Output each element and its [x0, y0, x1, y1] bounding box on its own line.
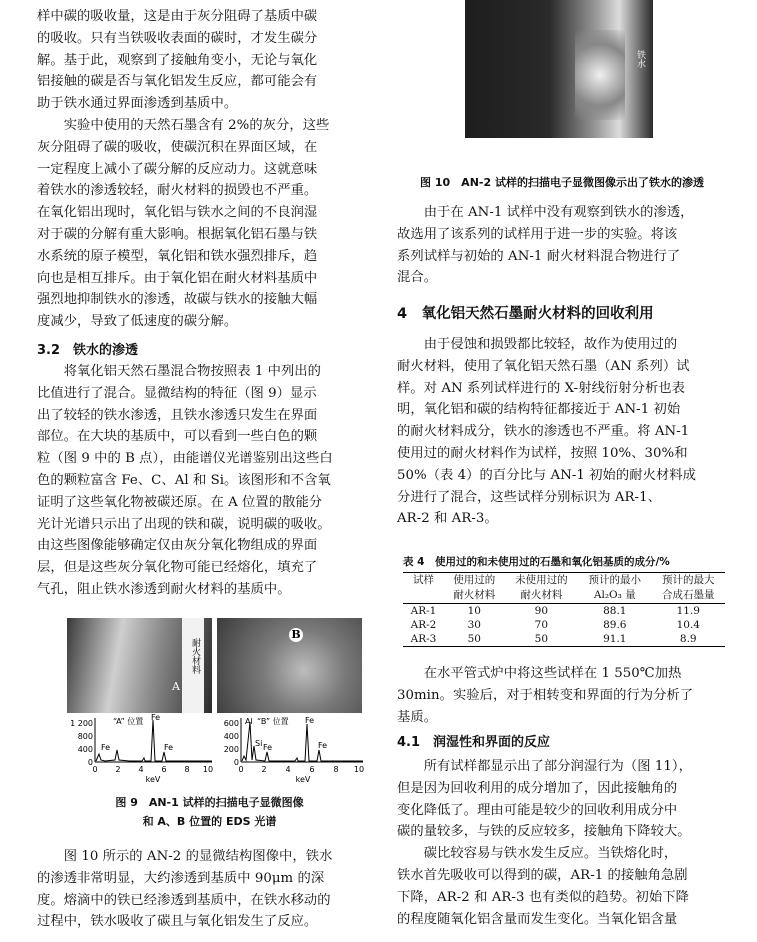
spec-b-peak-al: Al [245, 717, 253, 726]
table-row [403, 618, 725, 632]
text-line: 实验中使用的天然石墨含有 2%的灰分，这些 [37, 117, 330, 133]
table-row [403, 604, 725, 619]
table-4-header-cell: Al₂O₃ 量 [578, 588, 651, 604]
paragraph-an1-selection [397, 202, 727, 289]
text-line: 光计光谱只示出了出现的铁和碳，说明碳的吸收。 [37, 516, 331, 532]
fig9-spectrum-a [67, 714, 215, 786]
text-line: 度。熔滴中的铁已经渗透到基质中，在铁水移动的 [37, 892, 331, 908]
spec-b-xtick-4: 4 [285, 765, 291, 774]
table-4-cell: 89.6 [603, 619, 627, 631]
table-4-title: 表 4 使用过的和未使用过的石墨和氧化铝基质的成分/% [403, 556, 670, 568]
spec-b-ytick-200: 200 [223, 745, 239, 754]
text-line: 比值进行了混合。显微结构的特征（图 9）显示 [37, 385, 317, 401]
spec-a-xtick-0: 0 [92, 765, 98, 774]
text-line: 但是因为回收利用的成分增加了，因此接触角的 [397, 780, 678, 796]
text-line: 对于碳的分解有重大影响。根据氧化铝石墨与铁 [37, 226, 318, 242]
text-line: 铁水首先吸收可以得到的碳，AR-1 的接触角急剧 [397, 867, 688, 883]
text-line: 由于在 AN-1 试样中没有观察到铁水的渗透， [397, 205, 694, 220]
fig9-label-b: B [289, 628, 303, 642]
text-line: 耐火材料，使用了氧化铝天然石墨（AN 系列）试 [397, 358, 690, 374]
fig9-spectrum-b [217, 714, 367, 786]
text-line: 铝接触的碳是否与氧化铝发生反应，都可能会有 [37, 74, 318, 90]
spec-a-peak-fe-1: Fe [151, 714, 161, 722]
text-line: 下降，AR-2 和 AR-3 也有类似的趋势。初始下降 [397, 889, 689, 905]
text-line: 所有试样都显示出了部分润湿行为（图 11）， [397, 759, 692, 774]
text-line: 灰分阻碍了碳的吸收，使碳沉积在界面区域，在 [37, 139, 318, 155]
fig9-side-label: 耐火材料 [190, 638, 200, 674]
text-line: 的耐火材料成分，铁水的渗透也不严重。将 AN-1 [397, 424, 690, 440]
text-line: 的吸收。只有当铁吸收表面的碳时，才发生碳分 [37, 30, 318, 46]
table-4 [403, 554, 727, 647]
spec-a-ytick-400: 400 [77, 745, 93, 754]
text-line: 粒（图 9 中的 B 点），由能谱仪光谱鉴别出这些白 [37, 451, 333, 467]
section-4-1-heading: 4.1 润湿性和界面的反应 [397, 735, 551, 750]
table-4-header-cell [403, 588, 444, 604]
table-4-cell: 90 [534, 605, 549, 617]
table-4-header-cell: 使用过的 [453, 574, 496, 586]
text-line: 强烈地抑制铁水的渗透，故碳与铁水的接触大幅 [37, 292, 318, 308]
spec-a-peak-fe-2: Fe [164, 743, 174, 752]
text-line: 样中碳的吸收量，这是由于灰分阻碍了基质中碳 [37, 9, 318, 24]
fig9-caption-line-1: 图 9 AN-1 试样的扫描电子显微图像 [115, 796, 304, 809]
table-4-header-cell: 耐火材料 [505, 588, 578, 604]
text-line: 过程中，铁水吸收了碳且与氧化铝发生了反应。 [37, 914, 318, 930]
spec-a-peak-fe-low: Fe [101, 743, 111, 752]
text-line: 碳比较容易与铁水发生反应。当铁熔化时， [397, 846, 678, 862]
text-line: 系列试样与初始的 AN-1 耐火材料混合物进行了 [397, 248, 681, 264]
spec-b-peak-si: Si [255, 739, 263, 748]
table-4-cell: AR-2 [410, 619, 437, 631]
spec-b-xtick-0: 0 [238, 765, 244, 774]
spec-b-xlabel: keV [295, 775, 311, 784]
fig9-sem-image-b [217, 618, 362, 713]
table-4-cell: 30 [467, 619, 481, 631]
text-line: AR-2 和 AR-3。 [397, 511, 498, 527]
fig10-caption: 图 10 AN-2 试样的扫描电子显微图像示出了铁水的渗透 [420, 176, 704, 189]
table-4-cell: 8.9 [679, 633, 697, 645]
text-line: 将氧化铝天然石墨混合物按照表 1 中列出的 [37, 364, 321, 379]
table-4-cell: AR-3 [410, 633, 437, 645]
table-4-cell: 10 [467, 605, 481, 617]
text-line: 碳的量较多，与铁的反应较多，接触角下降较大。 [397, 824, 691, 840]
text-line: 的程度随氧化铝含量而发生变化。当氧化铝含量 [397, 911, 678, 927]
spec-a-trace [96, 720, 212, 761]
text-line: 变化降低了。理由可能是较少的回收利用成分中 [397, 802, 678, 818]
spec-a-xtick-8: 8 [184, 765, 190, 774]
text-line: 证明了这些氧化物被碳还原。在 A 位置的散能分 [37, 494, 323, 510]
section-3-2-heading: 3.2 铁水的渗透 [37, 343, 139, 358]
text-line: 基质。 [397, 709, 438, 725]
table-4-cell: 70 [534, 619, 549, 631]
spec-b-xtick-2: 2 [261, 765, 267, 774]
paragraph-iron-penetration [37, 361, 382, 601]
table-4-cell: 50 [467, 633, 481, 645]
spec-a-xtick-10: 10 [202, 765, 214, 774]
spec-a-ytick-0: 0 [87, 758, 93, 767]
text-line: 由这些图像能够确定仅由灰分氧化物组成的界面 [37, 538, 318, 554]
spec-b-xtick-8: 8 [333, 765, 339, 774]
fig10-penetration-zone [575, 30, 625, 120]
text-line: 混合。 [397, 270, 438, 286]
text-line: 一定程度上减小了碳分解的反应动力。这就意味 [37, 161, 318, 177]
spec-a-xtick-4: 4 [138, 765, 144, 774]
fig9-caption-line-2: 和 A、B 位置的 EDS 光谱 [142, 815, 277, 828]
text-line: 使用过的耐火材料作为试样，按照 10%、30%和 [397, 445, 688, 461]
table-4-header-cell: 耐火材料 [444, 588, 505, 604]
paragraph-furnace-heating [397, 663, 727, 728]
spec-b-ytick-0: 0 [233, 758, 239, 767]
text-line: 在氧化铝出现时，氧化铝与铁水之间的不良润湿 [37, 205, 318, 221]
spec-a-xtick-2: 2 [115, 765, 121, 774]
table-4-header-cell: 预计的最大 [662, 574, 715, 586]
table-4-header-cell: 预计的最小 [588, 574, 642, 586]
spec-a-xtick-6: 6 [161, 765, 167, 774]
spec-b-peak-fe-low: Fe [263, 743, 273, 752]
text-line: 层，但是这些灰分氧化物可能已经熔化，填充了 [37, 560, 318, 576]
paragraph-wetting-behaviour [397, 756, 727, 930]
spec-a-ytick-800: 800 [77, 732, 93, 741]
spec-b-ytick-600: 600 [223, 719, 239, 728]
fig9-label-a: A [172, 680, 180, 693]
text-line: 色的颗粒富含 Fe、C、Al 和 Si。该图形和不含氧 [37, 472, 331, 488]
text-line: 出了较轻的铁水渗透，且铁水渗透只发生在界面 [37, 407, 318, 423]
table-4-grid [403, 572, 725, 647]
text-line: 水系统的原子模型，氧化铝和铁水强烈排斥，趋 [37, 248, 318, 264]
spec-b-peak-fe-2: Fe [318, 741, 328, 750]
section-4-heading: 4 氧化铝天然石墨耐火材料的回收利用 [397, 306, 654, 322]
text-line: 气孔，阻止铁水渗透到耐火材料的基质中。 [37, 581, 291, 597]
spec-b-title: “B” 位置 [257, 717, 289, 726]
text-line: 30min。实验后，对于相转变和界面的行为分析了 [397, 687, 694, 703]
table-4-cell: 50 [534, 633, 549, 645]
paragraph-carbon-absorption [37, 6, 382, 333]
text-line: 度减少，导致了低速度的碳分解。 [37, 314, 238, 330]
table-4-cell: 11.9 [676, 605, 700, 617]
spec-a-xlabel: keV [145, 775, 161, 784]
fig9-sem-image-a [67, 618, 212, 713]
spec-a-ytick-1200: 1 200 [70, 719, 93, 728]
spec-b-xtick-6: 6 [309, 765, 315, 774]
table-4-cell: 91.1 [603, 633, 627, 645]
text-line: 图 10 所示的 AN-2 的显微结构图像中，铁水 [37, 849, 333, 864]
text-line: 50%（表 4）的百分比与 AN-1 初始的耐火材料成 [397, 467, 696, 483]
text-line: 着铁水的渗透较轻，耐火材料的损毁也不严重。 [37, 183, 318, 199]
table-4-cell: AR-1 [410, 605, 437, 617]
spec-b-ytick-400: 400 [223, 732, 239, 741]
text-line: 部位。在大块的基质中，可以看到一些白色的颗 [37, 429, 318, 445]
spec-b-peak-fe-1: Fe [305, 716, 315, 725]
paragraph-recycling [397, 334, 727, 530]
table-row [403, 632, 725, 647]
table-4-header-cell: 合成石墨量 [652, 588, 725, 604]
spec-b-xtick-10: 10 [353, 765, 365, 774]
fig10-sem-image [465, 0, 653, 138]
fig10-side-label: 铁水 [635, 50, 645, 68]
table-4-header-cell: 试样 [412, 574, 434, 586]
text-line: 样。对 AN 系列试样进行的 X-射线衍射分析也表 [397, 380, 685, 396]
text-line: 解。基于此，观察到了接触角变小，无论与氧化 [37, 52, 318, 68]
table-4-cell: 88.1 [603, 605, 627, 617]
text-line: 助于铁水通过界面渗透到基质中。 [37, 96, 238, 112]
text-line: 的渗透非常明显，大约渗透到基质中 90μm 的深 [37, 870, 325, 886]
text-line: 故选用了该系列的试样用于进一步的实验。将该 [397, 226, 678, 242]
text-line: 分进行了混合，这些试样分别标识为 AR-1、 [397, 489, 661, 505]
text-line: 明，氧化铝和碳的结构特征都接近于 AN-1 初始 [397, 402, 681, 418]
paragraph-an2-microstructure [37, 846, 382, 933]
table-4-cell: 10.4 [676, 619, 700, 631]
table-4-header-cell: 未使用过的 [515, 574, 568, 586]
text-line: 在水平管式炉中将这些试样在 1 550℃加热 [397, 666, 682, 681]
text-line: 由于侵蚀和损毁都比较轻，故作为使用过的 [397, 337, 678, 352]
text-line: 向也是相互排斥。由于氧化铝在耐火材料基质中 [37, 270, 318, 286]
spec-a-title: “A” 位置 [113, 717, 144, 726]
